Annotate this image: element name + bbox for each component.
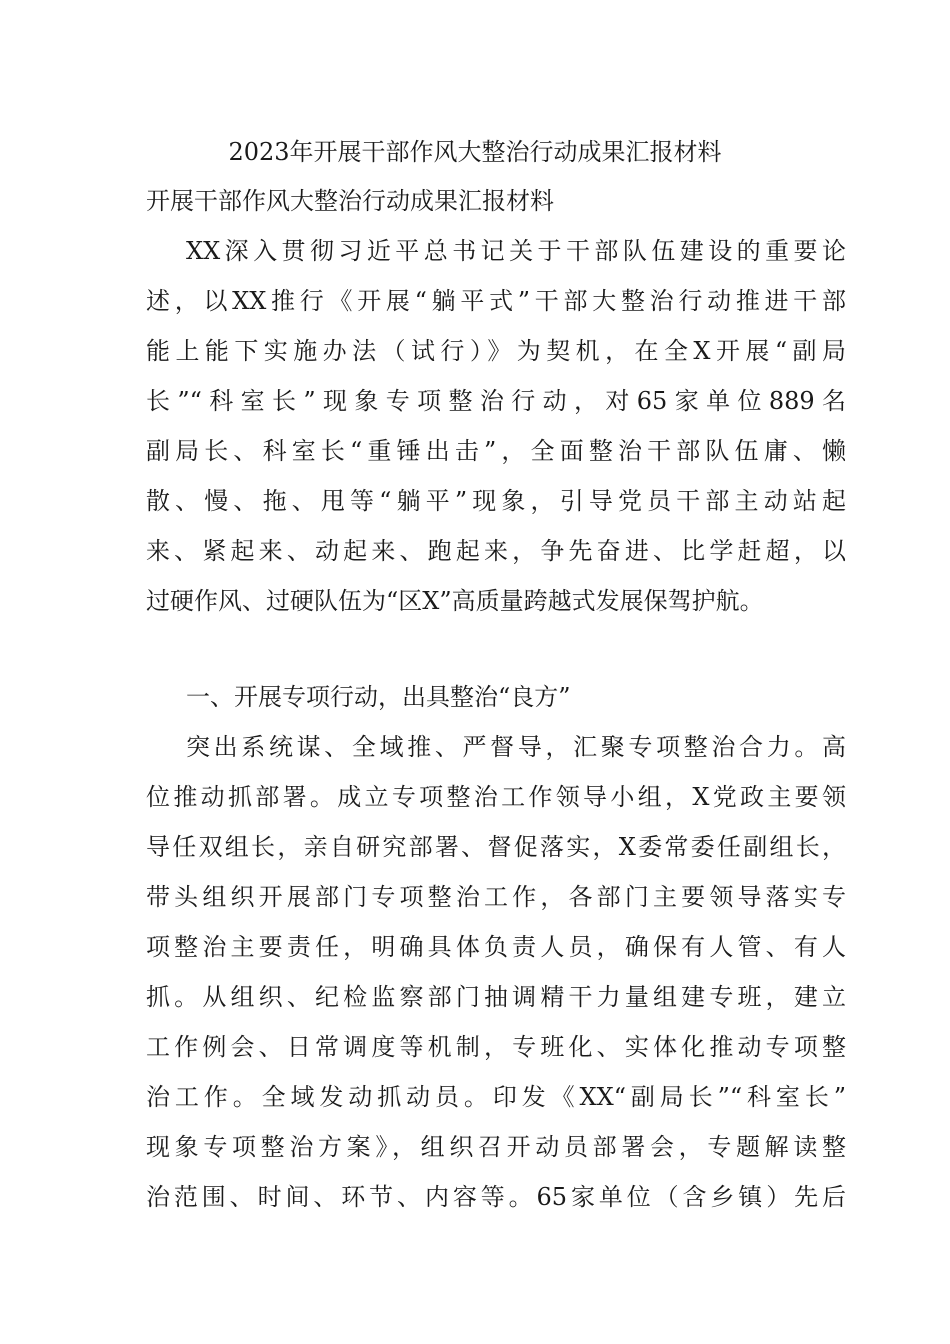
paragraph-line: 带头组织开展部门专项整治工作，各部门主要领导落实专 bbox=[146, 883, 846, 911]
paragraph-line: 能上能下实施办法（试行）》为契机，在全X开展“副局 bbox=[146, 337, 846, 365]
paragraph-line: 项整治主要责任，明确具体负责人员，确保有人管、有人 bbox=[146, 933, 846, 961]
paragraph-line: 抓。从组织、纪检监察部门抽调精干力量组建专班，建立 bbox=[146, 983, 846, 1011]
intro-paragraph bbox=[146, 226, 846, 626]
paragraph-line: 位推动抓部署。成立专项整治工作领导小组，X党政主要领 bbox=[146, 783, 846, 811]
paragraph-line: XX深入贯彻习近平总书记关于干部队伍建设的重要论 bbox=[186, 237, 846, 265]
document-title: 2023年开展干部作风大整治行动成果汇报材料 bbox=[228, 138, 722, 166]
paragraph-line: 治工作。全域发动抓动员。印发《XX“副局长”“科室长” bbox=[146, 1083, 846, 1111]
paragraph-line: 过硬作风、过硬队伍为“区X”高质量跨越式发展保驾护航。 bbox=[146, 587, 764, 615]
paragraph-line: 导任双组长，亲自研究部署、督促落实，X委常委任副组长， bbox=[146, 833, 846, 861]
paragraph-line: 散、慢、拖、甩等“躺平”现象，引导党员干部主动站起 bbox=[146, 487, 846, 515]
paragraph-line: 长”“科室长”现象专项整治行动，对65家单位889名 bbox=[146, 387, 846, 415]
document-subtitle: 开展干部作风大整治行动成果汇报材料 bbox=[146, 187, 554, 215]
paragraph-line: 来、紧起来、动起来、跑起来，争先奋进、比学赶超，以 bbox=[146, 537, 846, 565]
section-heading: 一、开展专项行动，出具整治“良方” bbox=[186, 683, 571, 711]
paragraph-line: 现象专项整治方案》，组织召开动员部署会，专题解读整 bbox=[146, 1133, 846, 1161]
paragraph-line: 治范围、时间、环节、内容等。65家单位（含乡镇）先后 bbox=[146, 1183, 846, 1211]
paragraph-line: 突出系统谋、全域推、严督导，汇聚专项整治合力。高 bbox=[186, 733, 846, 761]
section-1-paragraph bbox=[146, 722, 846, 1222]
paragraph-line: 副局长、科室长“重锤出击”，全面整治干部队伍庸、懒 bbox=[146, 437, 846, 465]
paragraph-line: 述，以XX推行《开展“躺平式”干部大整治行动推进干部 bbox=[146, 287, 846, 315]
paragraph-line: 工作例会、日常调度等机制，专班化、实体化推动专项整 bbox=[146, 1033, 846, 1061]
